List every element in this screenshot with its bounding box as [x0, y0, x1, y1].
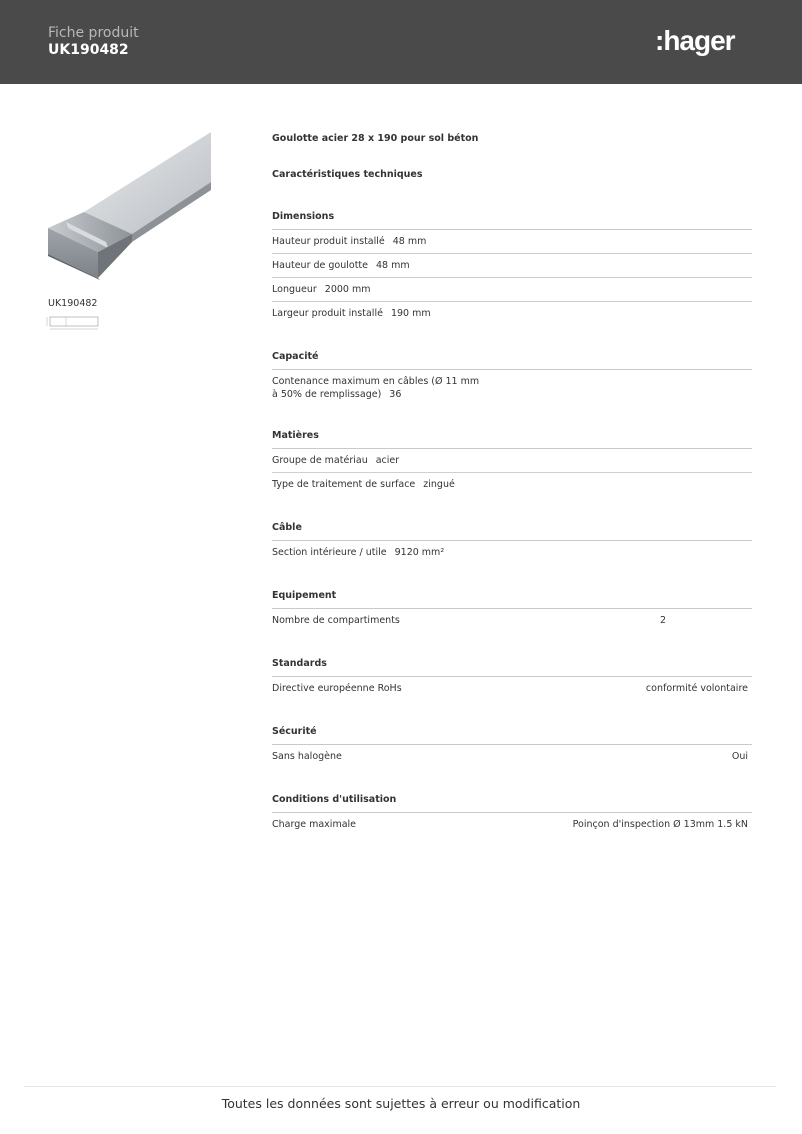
spec-value: 36: [389, 389, 402, 400]
spec-row: [272, 813, 752, 836]
spec-row: [272, 370, 752, 406]
page-header: [0, 0, 802, 84]
spec-value: 190 mm: [390, 308, 431, 319]
spec-value: zingué: [423, 479, 455, 490]
hager-logo: [655, 22, 755, 62]
section-usage-conditions: [272, 793, 752, 836]
section-safety: [272, 725, 752, 768]
spec-row: [272, 449, 752, 473]
technical-characteristics-heading: Caractéristiques techniques: [272, 169, 423, 180]
section-capacity: [272, 350, 752, 406]
spec-label: Charge maximale: [272, 819, 357, 830]
spec-row: [272, 609, 752, 632]
spec-value: 2000 mm: [324, 284, 371, 295]
spec-value: acier: [375, 455, 400, 466]
spec-label: Hauteur de goulotte: [272, 260, 369, 271]
spec-row: [272, 302, 752, 325]
spec-row: [272, 541, 752, 564]
spec-label: Sans halogène: [272, 751, 342, 762]
section-standards: [272, 657, 752, 700]
spec-value: 48 mm: [376, 260, 410, 271]
spec-label: Longueur: [272, 284, 317, 295]
spec-value: Poinçon d'inspection Ø 13mm 1.5 kN: [572, 819, 748, 830]
spec-value: 48 mm: [392, 236, 427, 247]
section-equipment: [272, 589, 752, 632]
section-heading: Equipement: [272, 589, 752, 609]
section-heading: Capacité: [272, 350, 752, 370]
product-title: Goulotte acier 28 x 190 pour sol béton: [272, 133, 479, 144]
document-type: Fiche produit: [48, 25, 139, 41]
section-dimensions: [272, 210, 752, 325]
specifications: [272, 132, 752, 836]
spec-row: [272, 677, 752, 700]
product-image: [46, 130, 214, 286]
spec-value: conformité volontaire: [645, 683, 748, 694]
footer-disclaimer: Toutes les données sont sujettes à erreur ou modification: [221, 1096, 581, 1111]
spec-label: Type de traitement de surface: [272, 479, 416, 490]
section-heading: Standards: [272, 657, 752, 677]
spec-label: Section intérieure / utile: [272, 547, 387, 558]
footer-divider: [24, 1086, 776, 1087]
spec-row: [272, 278, 752, 302]
spec-value: 9120 mm²: [394, 547, 445, 558]
spec-label: Groupe de matériau: [272, 455, 368, 466]
spec-row: [272, 254, 752, 278]
spec-row: [272, 473, 752, 496]
section-heading: Conditions d'utilisation: [272, 793, 752, 813]
brand-text: :hager: [655, 25, 735, 56]
dimension-drawing-thumbnail: [46, 314, 102, 334]
spec-label-continued: à 50% de remplissage): [272, 389, 382, 400]
section-cable: [272, 521, 752, 564]
section-heading: Matières: [272, 429, 752, 449]
spec-row: [272, 745, 752, 768]
spec-value: 2: [660, 615, 667, 626]
spec-label: Hauteur produit installé: [272, 236, 385, 247]
product-reference: UK190482: [48, 42, 129, 58]
spec-value: Oui: [731, 751, 748, 762]
section-heading: Câble: [272, 521, 752, 541]
spec-label: Nombre de compartiments: [272, 615, 400, 626]
spec-row: [272, 230, 752, 254]
spec-label: Contenance maximum en câbles (Ø 11 mm: [272, 376, 480, 387]
section-heading: Dimensions: [272, 210, 752, 230]
spec-label: Directive européenne RoHs: [272, 683, 402, 694]
section-materials: [272, 429, 752, 496]
spec-label: Largeur produit installé: [272, 308, 383, 319]
section-heading: Sécurité: [272, 725, 752, 745]
sidebar-reference: UK190482: [48, 298, 98, 309]
